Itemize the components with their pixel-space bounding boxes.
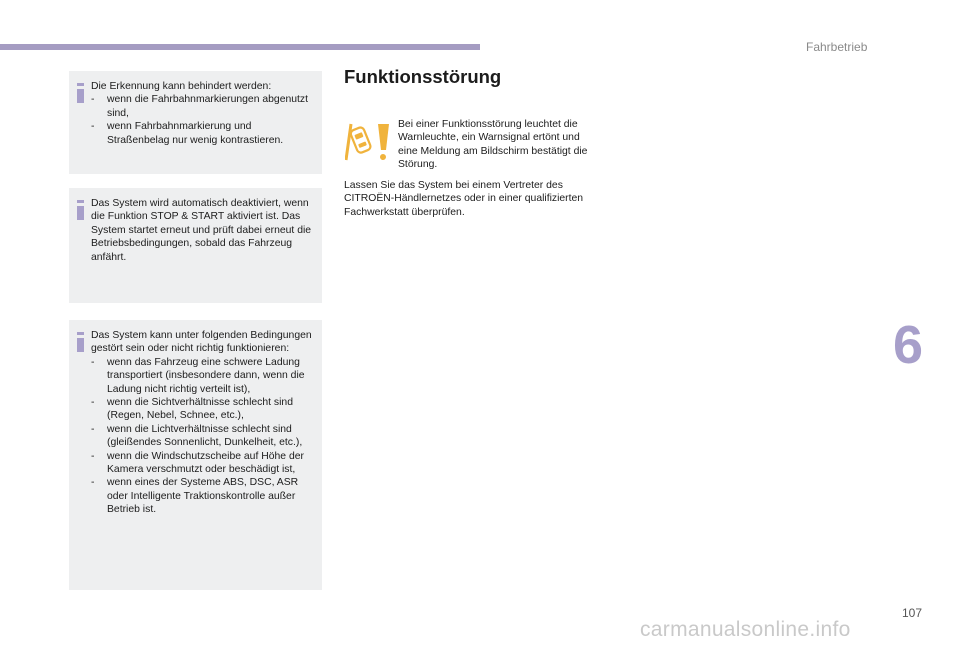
list-item: - wenn das Fahrzeug eine schwere Ladung transportiert (insbesondere dann, wenn die Ladung nicht richtig verteilt ist), [91, 356, 316, 396]
list-item: - wenn eines der Systeme ABS, DSC, ASR oder Intelligente Traktionskontrolle außer Betrieb ist. [91, 476, 316, 516]
warning-text: Bei einer Funktionsstörung leuchtet die Warnleuchte, ein Warnsignal ertönt und eine Meldung am Bildschirm bestätigt die Störung. [398, 119, 588, 171]
service-text: Lassen Sie das System bei einem Vertreter des CITROËN-Händlernetzes oder in einer qualifizierten Fachwerkstatt überprüfen. [344, 180, 584, 218]
chapter-number: 6 [893, 315, 924, 375]
section-title: Fahrbetrieb [806, 40, 868, 54]
info-text: Das System wird automatisch deaktiviert, wenn die Funktion STOP & START aktiviert ist. Das System startet erneut und prüft dabei erneut die Betriebsbedingungen, sobald das Fahrzeug anfährt. [91, 198, 312, 263]
list-item: - wenn die Sichtverhältnisse schlecht sind (Regen, Nebel, Schnee, etc.), [91, 396, 316, 423]
info-icon [77, 83, 84, 103]
info-box-stop-start [69, 188, 322, 303]
info-list [91, 93, 316, 147]
info-intro: Die Erkennung kann behindert werden: [91, 81, 272, 92]
list-item: - wenn die Lichtverhältnisse schlecht sind (gleißendes Sonnenlicht, Dunkelheit, etc.), [91, 423, 316, 450]
info-icon [77, 200, 84, 220]
info-icon [77, 332, 84, 352]
list-item: - wenn Fahrbahnmarkierung und Straßenbelag nur wenig kontrastieren. [91, 120, 316, 147]
top-accent-bar [0, 44, 480, 50]
info-box-detection [69, 71, 322, 174]
section-heading: Funktionsstörung [344, 66, 502, 87]
info-intro: Das System kann unter folgenden Bedingungen gestört sein oder nicht richtig funktionieren: [91, 330, 312, 355]
info-box-conditions [69, 320, 322, 590]
page-number: 107 [902, 606, 923, 620]
list-item: - wenn die Windschutzscheibe auf Höhe der Kamera verschmutzt oder beschädigt ist, [91, 450, 316, 477]
list-item: - wenn die Fahrbahnmarkierungen abgenutzt sind, [91, 93, 316, 120]
lane-departure-warning-icon [345, 120, 393, 162]
info-list [91, 356, 316, 517]
watermark: carmanualsonline.info [640, 618, 851, 641]
